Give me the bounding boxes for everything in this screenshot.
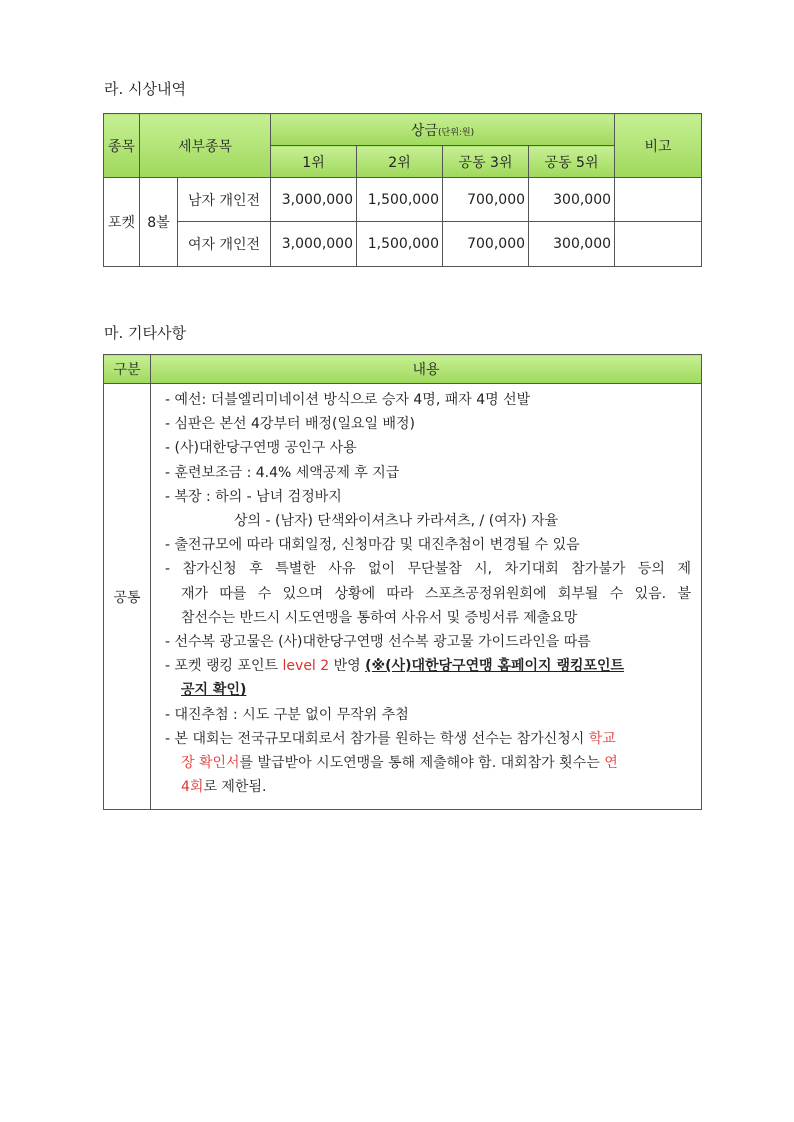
etc-table	[103, 354, 702, 810]
prize-value: 300,000	[529, 222, 615, 267]
prize-value: 300,000	[529, 178, 615, 222]
highlight-text: 장 확인서	[181, 755, 240, 772]
note-line: 재가 따를 수 있으며 상황에 따라 스포츠공정위원회에 회부될 수 있음. 불	[181, 585, 691, 602]
note-line: - 출전규모에 따라 대회일정, 신청마감 및 대진추첨이 변경될 수 있음	[165, 537, 580, 554]
prize-value: 1,500,000	[357, 222, 443, 267]
sub-event: 8볼	[140, 178, 178, 267]
emphasis-text: (※(사)대한당구연맹 홈페이지 랭킹포인트	[365, 658, 625, 675]
note-line: - (사)대한당구연맹 공인구 사용	[165, 440, 357, 457]
section-title-etc: 마. 기타사항	[104, 324, 186, 342]
note-line: 상의 - (남자) 단색와이셔츠나 카라셔츠, / (여자) 자율	[234, 513, 559, 530]
header-remarks: 비고	[615, 114, 702, 178]
note-line	[165, 751, 691, 775]
remarks-cell	[615, 178, 702, 222]
content-cell	[151, 384, 702, 810]
note-line	[165, 775, 691, 799]
note-text: - 포켓 랭킹 포인트	[165, 658, 283, 675]
note-line: - 예선: 더블엘리미네이션 방식으로 승자 4명, 패자 4명 선발	[165, 392, 531, 408]
note-line: - 복장 : 하의 - 남녀 검정바지	[165, 488, 342, 505]
division: 남자 개인전	[178, 178, 271, 222]
note-line: - 대진추첨 : 시도 구분 없이 무작위 추첨	[165, 706, 409, 723]
note-text: 반영	[329, 658, 366, 675]
note-text: 를 발급받아 시도연맹을 통해 제출해야 함. 대회참가 횟수는	[239, 755, 605, 772]
highlight-text: 4회	[181, 779, 204, 796]
header-rank: 공동 3위	[443, 146, 529, 178]
remarks-cell	[615, 222, 702, 267]
header-content: 내용	[151, 355, 702, 384]
awards-table	[103, 113, 702, 267]
event-name: 포켓	[104, 178, 140, 267]
prize-value: 1,500,000	[357, 178, 443, 222]
highlight-text: 학교	[588, 730, 616, 747]
note-line	[165, 654, 691, 678]
note-line	[165, 727, 691, 751]
highlight-text: level 2	[282, 658, 330, 675]
note-text: - 본 대회는 전국규모대회로서 참가를 원하는 학생 선수는 참가신청시	[165, 730, 589, 747]
prize-value: 3,000,000	[271, 178, 357, 222]
prize-value: 700,000	[443, 178, 529, 222]
note-line: - 선수복 광고물은 (사)대한당구연맹 선수복 광고물 가이드라인을 따름	[165, 634, 591, 651]
table-row	[104, 178, 702, 222]
note-line	[165, 678, 691, 702]
header-event: 종목	[104, 114, 140, 178]
header-prize-label: 상금	[410, 122, 438, 139]
prize-value: 700,000	[443, 222, 529, 267]
header-rank: 1위	[271, 146, 357, 178]
header-detail: 세부종목	[140, 114, 271, 178]
header-prize-unit: (단위:원)	[437, 127, 475, 138]
header-category: 구분	[104, 355, 151, 384]
header-rank: 2위	[357, 146, 443, 178]
highlight-text: 연	[604, 755, 618, 772]
note-line: - 심판은 본선 4강부터 배정(일요일 배정)	[165, 416, 415, 433]
note-line: - 훈련보조금 : 4.4% 세액공제 후 지급	[165, 464, 400, 481]
note-line: 참선수는 반드시 시도연맹을 통하여 사유서 및 증빙서류 제출요망	[181, 609, 578, 626]
prize-value: 3,000,000	[271, 222, 357, 267]
note-text: 로 제한됨.	[203, 779, 267, 796]
section-title-awards: 라. 시상내역	[104, 80, 186, 98]
division: 여자 개인전	[178, 222, 271, 267]
note-line: - 참가신청 후 특별한 사유 없이 무단불참 시, 차기대회 참가불가 등의 제	[165, 561, 691, 578]
category-cell: 공통	[104, 384, 151, 810]
header-rank: 공동 5위	[529, 146, 615, 178]
header-prize	[271, 114, 615, 146]
table-row	[104, 222, 702, 267]
emphasis-text: 공지 확인)	[181, 682, 247, 699]
